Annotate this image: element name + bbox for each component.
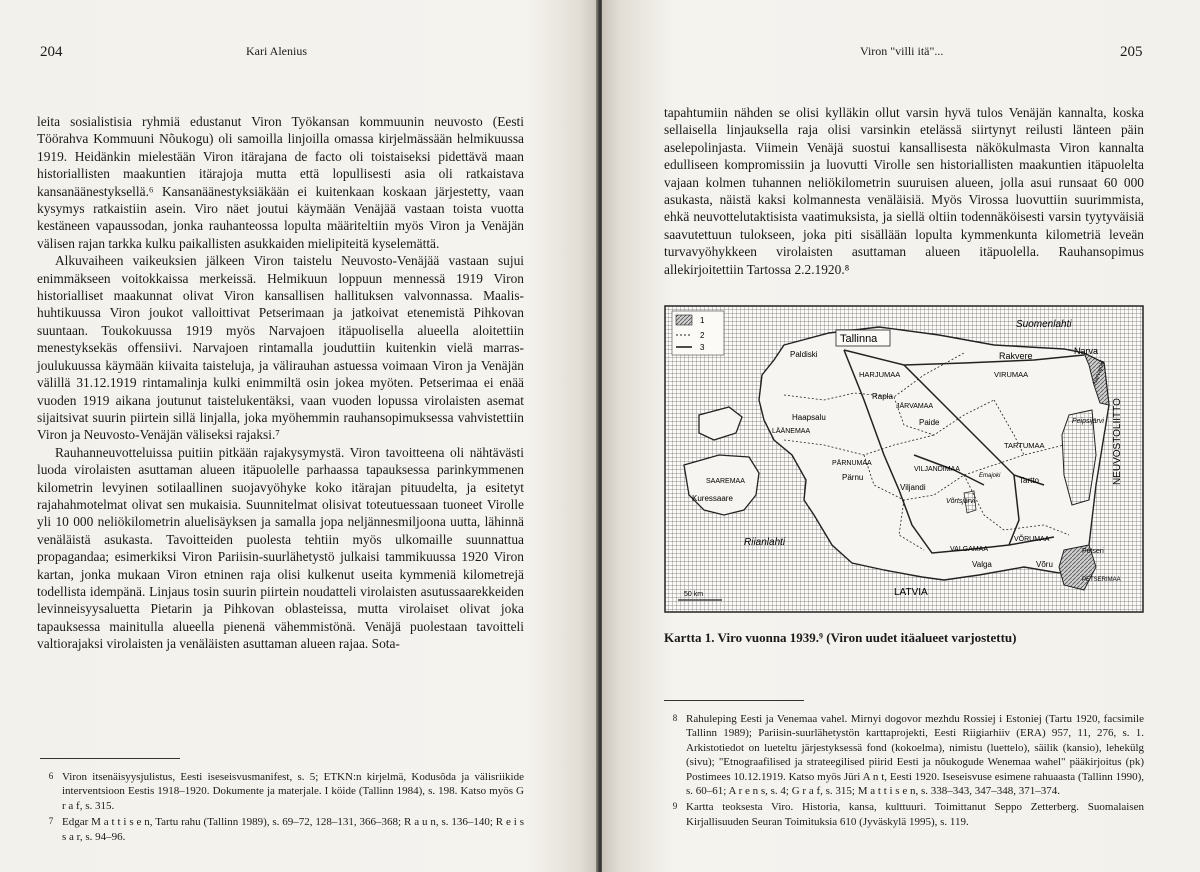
footnote-text: Edgar M a t t i s e n, Tartu rahu (Tallinn 1989), s. 69–72, 128–131, 366–368; R a u n, s. 136–140; R e i s s a r, s. 94–96. (62, 816, 524, 843)
city-label: Valga (972, 560, 992, 569)
estonia-map (664, 305, 1144, 613)
sea-label: Peipsijärvi (1072, 418, 1104, 425)
paragraph: leita sosialistisia ryhmiä edustanut Viron Työkansan kommuunin neuvosto (Eesti Töörahva Kommuuni Nõukogu) oli samoilla linjoilla omassa kirjelmässään helmikuussa 1919. Heidänkin mielestään Viron itärajana de facto oli toistaiseksi pidettävä maan historiallisten maakuntien itärajoja mutta että lopullisesti asia oli ratkaistava kansanäänestyksellä.⁶ Kansanäänestyksiäkään ei kuitenkaan koskaan järjestetty, vaan kysymys ratkaistiin asein. Viro näet joutui käymään Venäjää vastaan toista vuotta kestäneen vapaussodan, jonka rauhanteossa lopulta määriteltiin myös Viron ja Venäjän välisen rajan tarkka kulku paikallisten asukkaiden mielipiteitä kyselemättä. (37, 114, 524, 251)
footnote-rule (40, 758, 180, 759)
region-label: JÄRVAMAA (896, 403, 934, 410)
left-page (0, 0, 598, 872)
footnote-mark: 7 (48, 816, 54, 827)
body-text (37, 113, 524, 653)
right-page (602, 0, 1200, 872)
city-label: Kuressaare (692, 494, 733, 503)
city-label: Tallinna (840, 333, 878, 345)
footnote (40, 770, 524, 813)
footnote-text: Rahuleping Eesti ja Venemaa vahel. Mirnyi dogovor mezhdu Rossiej i Estoniej (Tartu 1920, facsimile Tallinn 1989); Pariisin-suurlähetystön karttaprojekti, Eesti Riigiarhiiv (ERA) 957, 11, 276, s. 1. Arkistotiedot on lueteltu järjestyksessä fond (kokoelma), nimistu (luettelo), säilik (kansio), lehekülg (sivu); "Etnograafilised ja strateegilised piirid Eesti ja nõukogude Wenemaa wahel" pääkirjoitus (pk) Postimees 10.12.1919. Katso myös Jüri A n t, Eesti 1920. Iseseisvuse esimene rahuaasta (Tallinn 1990), s. 60–61; A r e n s, s. 4; G r a f, s. 315; M a t t i s e n, s. 338–343, 347–348, 371–374. (686, 713, 1144, 798)
scale-label: 50 km (684, 591, 704, 598)
region-label: VÕRUMAA (1014, 536, 1050, 543)
region-label: TARTUMAA (1004, 441, 1045, 450)
city-label: Paide (919, 418, 940, 427)
footnote-text: Viron itsenäisyysjulistus, Eesti iseseisvusmanifest, s. 5; ETKN:n kirjelmä, Kodusõda ja välisriikide interventsioon Eestis 1918–1920. Dokumente ja materjale. I köide (Tallinn 1984), s. 198. Katso myös G r a f, s. 315. (62, 771, 524, 812)
city-label: Rakvere (999, 351, 1033, 361)
city-label: Viljandi (900, 483, 926, 492)
city-label: Narva (1074, 346, 1099, 356)
city-label: Pärnu (842, 473, 864, 482)
map-caption: Kartta 1. Viro vuonna 1939.⁹ (Viron uudet itäalueet varjostettu) (664, 630, 1017, 645)
running-head: Kari Alenius (246, 44, 307, 58)
region-label: LATVIA (894, 587, 928, 598)
city-label: Haapsalu (792, 413, 826, 422)
paragraph: Rauhanneuvotteluissa puitiin pitkään rajakysymystä. Viron tavoitteena oli nähtävästi luoda virolaisten asuttaman alueen itäpuolelle parhaassa tapauksessa parinkymmenen kilometrin levyinen sotilaallinen suojavyöhyke koko itärajan pituudelta, ja esitetyt rajahahmotelmat olivat sen mukaisia. Suunnitelmat olisivat toteutuessaan tuoneet Virolle yli 10 000 neliökilometrin aluelisäyksen ja samalla jopa neljännesmiljoona uutta, lähinnä venäläistä asukasta. Tavoitteiden puolesta tehtiin myös ulkomaille suunnattua propagandaa; esimerkiksi Viron Pariisin-suurlähetystö julkaisi tammikuussa 1920 Viron kartan, jonka mukaan Viron etninen raja olisi kulkenut useita kymmeniä kilometrejä todellista idempänä. Linjaus tosin suurin piirtein noudatteli virolaisten asutussaarekkeiden levinneisyysaluetta Pietarin ja Pihkovan oblasteissa, mutta virolaiset olivat joka tapauksessa mainitulla alueella pienenä vähemmistönä. Venäjä puolestaan tavoitteli valtiorajaksi virolaisten ja venäläisten asuttaman alueen rajaa. Sota- (37, 444, 524, 652)
page-number: 205 (1120, 44, 1143, 60)
footnotes (664, 712, 1144, 831)
footnote-mark: 6 (48, 771, 54, 781)
region-label: NEUVOSTOLIITTO (1112, 398, 1123, 485)
legend-swatch-1 (676, 315, 692, 325)
body-text (664, 104, 1144, 278)
running-head: Viron "villi itä"... (860, 44, 944, 58)
city-label: Paldiski (790, 350, 818, 359)
paragraph: Alkuvaiheen vaikeuksien jälkeen Viron taistelu Neuvosto-Venäjää vastaan sujui enimmäkseen voitokkaissa merkeissä. Helmikuun loppuun mennessä 1919 Viron historialliset maakunnat olivat Viron kansallisen hallituksen valvonnassa. Maalis-huhtikuussa Viron joukot valloittivat Petserimaan ja jatkoivat etenemistä Pihkovan suuntaan. Toukokuussa 1919 myös Narvajoen itäpuolisella alueella aloitettiin menestyksekäs offensiivi. Narvajoen rintamalla jouduttiin kuitenkin vielä marras-joulukuussa käymään kiivaita taisteluja, ja välirauhan astuessa voimaan Viron ja Venäjän välillä 31.12.1919 rintamalinja kulki enimmiltä osin jokea myöten. Petserimaa ei enää vuoden 1919 aikana joutunut taistelukentäksi, vaan vuoden lopussa virolaisten asemat sijaitsivat suurin piirtein sillä linjalla, joka myöhemmin rauhansopimuksessa vahvistettiin Viron ja Neuvosto-Venäjän väliseksi rajaksi.⁷ (37, 253, 524, 443)
footnotes (40, 770, 524, 846)
paragraph: tapahtumiin nähden se olisi kylläkin ollut varsin hyvä tulos Venäjän kannalta, koska sellaisella linjauksella raja olisi varsinkin etelässä siirtynyt reilusti länteen päin aselepolinjasta. Viimein Venäjä suostui kansallisesta näkökulmasta Viron kannalta edulliseen kompromissiin ja luovutti Virolle sen historiallisten maakuntien itäpuolelta vajaan kolmen tuhannen neliökilometrin suuruisen alueen, jolla asui runsaat 60 000 asukasta, näistä kaksi kolmannesta venäläisiä. Myös Virossa luovuttiin suurimmista, ehkä neuvottelutaktisista vaatimuksista, ja siellä oltiin todennäköisesti varsin tyytyväisiä saavutettuun tulokseen, joka piti sisällään lopulta kymmenkunta kilometriä leveän turvavyöhykkeen virolaisten asuttaman alueen itäpuolella. Rauhansopimus allekirjoitettiin Tartossa 2.2.1920.⁸ (664, 105, 1144, 277)
region-label: LÄÄNEMAA (772, 428, 811, 435)
river-label: Narvajoki (1092, 360, 1107, 386)
region-label: PETSERIMAA (1082, 577, 1121, 583)
footnote-mark: 8 (672, 713, 678, 723)
region-label: HARJUMAA (859, 370, 901, 379)
legend-label: 2 (700, 331, 705, 340)
region-label: VALGAMAA (950, 546, 988, 553)
footnote-text: Kartta teoksesta Viro. Historia, kansa, kulttuuri. Toimittanut Seppo Zetterberg. Suomalaisen Kirjallisuuden Seuran Toimituksia 610 (Jyväskylä 1995), s. 119. (686, 801, 1144, 828)
footnote (664, 800, 1144, 829)
sea-label: Riianlahti (744, 537, 786, 548)
city-label: Võru (1036, 560, 1053, 569)
legend-label: 1 (700, 316, 705, 325)
city-label: Rapla (872, 392, 893, 401)
region-label: VILJANDIMAA (914, 466, 960, 473)
sea-label: Võrtsjärvi (946, 498, 976, 505)
footnote (664, 712, 1144, 798)
footnote (40, 815, 524, 844)
river-label: Emajoki (979, 473, 1001, 479)
legend-label: 3 (700, 343, 705, 352)
footnote-rule (664, 700, 804, 701)
region-label: SAAREMAA (706, 478, 745, 485)
footnote-mark: 9 (672, 801, 678, 812)
page-number: 204 (40, 44, 63, 60)
city-label: Tartto (1019, 476, 1040, 485)
region-label: VIRUMAA (994, 370, 1029, 379)
sea-label: Suomenlahti (1016, 319, 1072, 330)
city-label: Petseri (1082, 548, 1104, 555)
region-label: PÄRNUMAA (832, 460, 872, 467)
